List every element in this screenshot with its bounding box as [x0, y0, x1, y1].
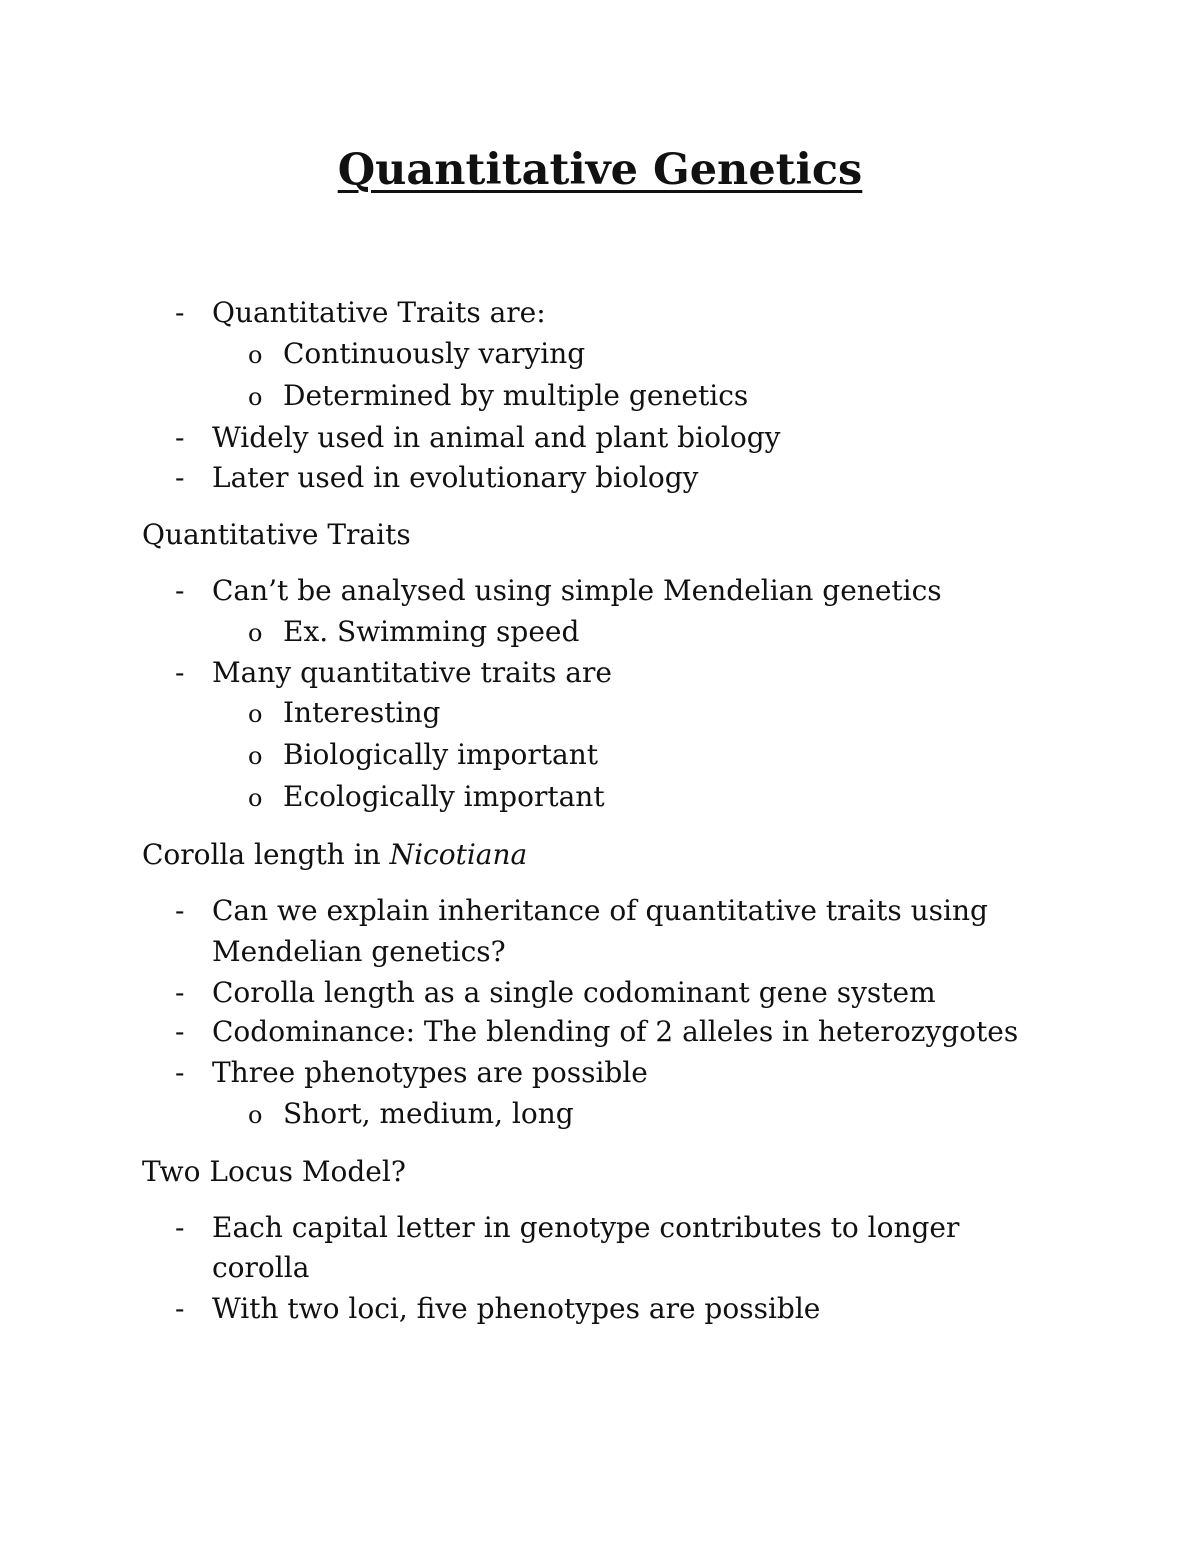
corolla-heading-text: Corolla length in — [142, 838, 390, 871]
traits-item-1-sub-1: Ex. Swimming speed — [283, 615, 580, 648]
page-title: Quantitative Genetics — [337, 145, 863, 195]
locus-item-2: With two loci, five phenotypes are possible — [212, 1292, 821, 1325]
dash-bullet: - — [175, 1211, 185, 1244]
dash-bullet: - — [175, 1056, 185, 1089]
section-heading-corolla — [142, 835, 527, 875]
intro-item-2: Widely used in animal and plant biology — [212, 421, 781, 454]
dash-bullet: - — [175, 1292, 185, 1325]
dash-bullet: - — [175, 656, 185, 689]
intro-item-3: Later used in evolutionary biology — [212, 461, 699, 494]
dash-bullet: - — [175, 894, 185, 927]
corolla-item-1-line-2: Mendelian genetics? — [212, 935, 506, 968]
circle-bullet: o — [248, 742, 263, 770]
intro-item-1-sub-2: Determined by multiple genetics — [283, 379, 749, 412]
circle-bullet: o — [248, 1101, 263, 1129]
dash-bullet: - — [175, 1015, 185, 1048]
circle-bullet: o — [248, 619, 263, 647]
circle-bullet: o — [248, 784, 263, 812]
dash-bullet: - — [175, 461, 185, 494]
corolla-item-3: Codominance: The blending of 2 alleles in heterozygotes — [212, 1015, 1019, 1048]
dash-bullet: - — [175, 574, 185, 607]
dash-bullet: - — [175, 976, 185, 1009]
circle-bullet: o — [248, 341, 263, 369]
traits-item-2-sub-1: Interesting — [283, 696, 441, 729]
corolla-item-4: Three phenotypes are possible — [212, 1056, 648, 1089]
locus-item-1-line-2: corolla — [212, 1251, 310, 1284]
dash-bullet: - — [175, 421, 185, 454]
dash-bullet: - — [175, 296, 185, 329]
intro-item-1-sub-1: Continuously varying — [283, 337, 586, 370]
intro-item-1: Quantitative Traits are: — [212, 296, 546, 329]
circle-bullet: o — [248, 700, 263, 728]
traits-item-1: Can’t be analysed using simple Mendelian genetics — [212, 574, 942, 607]
locus-item-1-line-1: Each capital letter in genotype contributes to longer — [212, 1211, 960, 1244]
section-heading-two-locus: Two Locus Model? — [142, 1155, 406, 1188]
corolla-item-2: Corolla length as a single codominant gene system — [212, 976, 936, 1009]
corolla-item-4-sub-1: Short, medium, long — [283, 1097, 574, 1130]
traits-item-2-sub-3: Ecologically important — [283, 780, 605, 813]
circle-bullet: o — [248, 383, 263, 411]
traits-item-2: Many quantitative traits are — [212, 656, 612, 689]
corolla-item-1-line-1: Can we explain inheritance of quantitative traits using — [212, 894, 988, 927]
traits-item-2-sub-2: Biologically important — [283, 738, 598, 771]
section-heading-quantitative-traits: Quantitative Traits — [142, 518, 411, 551]
corolla-heading-genus: Nicotiana — [389, 838, 528, 871]
